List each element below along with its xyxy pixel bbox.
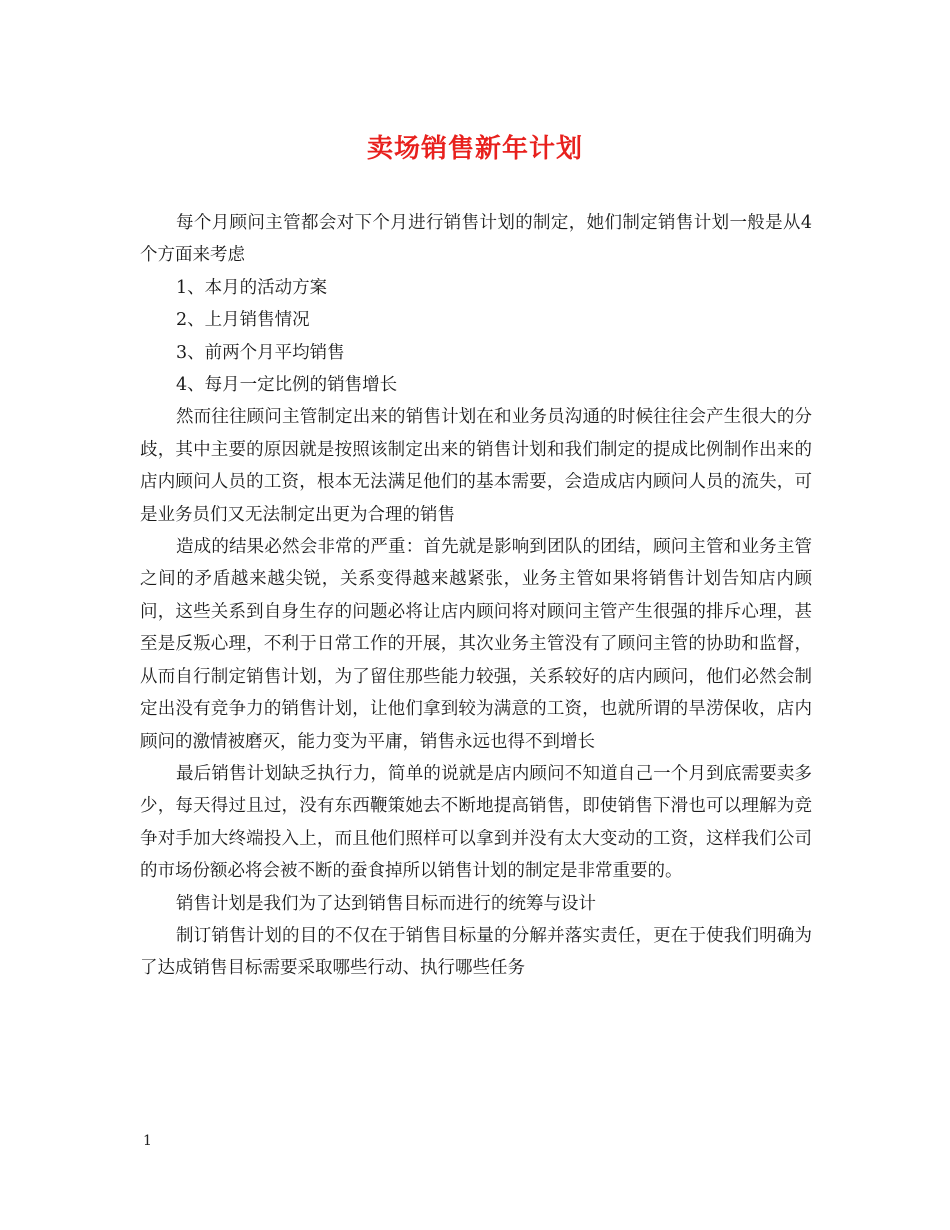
list-item-1: 1、本月的活动方案 [176,277,328,298]
paragraph-execution: 最后销售计划缺乏执行力，简单的说就是店内顾问不知道自己一个月到底需要卖多少，每天得过且过，没有东西鞭策她去不断地提高销售，即使销售下滑也可以理解为竞争对手加大终端投入上，而且他们照样可以拿到并没有太大变动的工资，这样我们公司的市场份额必将会被不断的蚕食掉所以销售计划的制定是非常重要的。 [140,763,812,882]
paragraph-disagreement: 然而往往顾问主管制定出来的销售计划在和业务员沟通的时候往往会产生很大的分歧，其中主要的原因就是按照该制定出来的销售计划和我们制定的提成比例制作出来的店内顾问人员的工资，根本无法满足他们的基本需要，会造成店内顾问人员的流失，可是业务员们又无法制定出更为合理的销售 [140,407,812,525]
paragraph-consequences: 造成的结果必然会非常的严重：首先就是影响到团队的团结，顾问主管和业务主管之间的矛盾越来越尖锐，关系变得越来越紧张，业务主管如果将销售计划告知店内顾问，这些关系到自身生存的问题必将让店内顾问将对顾问主管产生很强的排斥心理，甚至是反叛心理，不利于日常工作的开展，其次业务主管没有了顾问主管的协助和监督，从而自行制定销售计划，为了留住那些能力较强，关系较好的店内顾问，他们必然会制定出没有竞争力的销售计划，让他们拿到较为满意的工资，也就所谓的旱涝保收，店内顾问的激情被磨灭，能力变为平庸，销售永远也得不到增长 [140,537,812,752]
list-item-4: 4、每月一定比例的销售增长 [176,375,398,396]
page-number: 1 [143,1133,152,1149]
paragraph-definition: 销售计划是我们为了达到销售目标而进行的统筹与设计 [176,893,596,914]
list-item-3: 3、前两个月平均销售 [176,342,345,363]
list-item-2: 2、上月销售情况 [176,310,310,331]
document-title: 卖场销售新年计划 [366,134,583,164]
paragraph-intro: 每个月顾问主管都会对下个月进行销售计划的制定，她们制定销售计划一般是从4个方面来考虑 [140,213,812,266]
paragraph-purpose: 制订销售计划的目的不仅在于销售目标量的分解并落实责任，更在于使我们明确为了达成销售目标需要采取哪些行动、执行哪些任务 [140,925,812,979]
document-body [140,207,812,985]
